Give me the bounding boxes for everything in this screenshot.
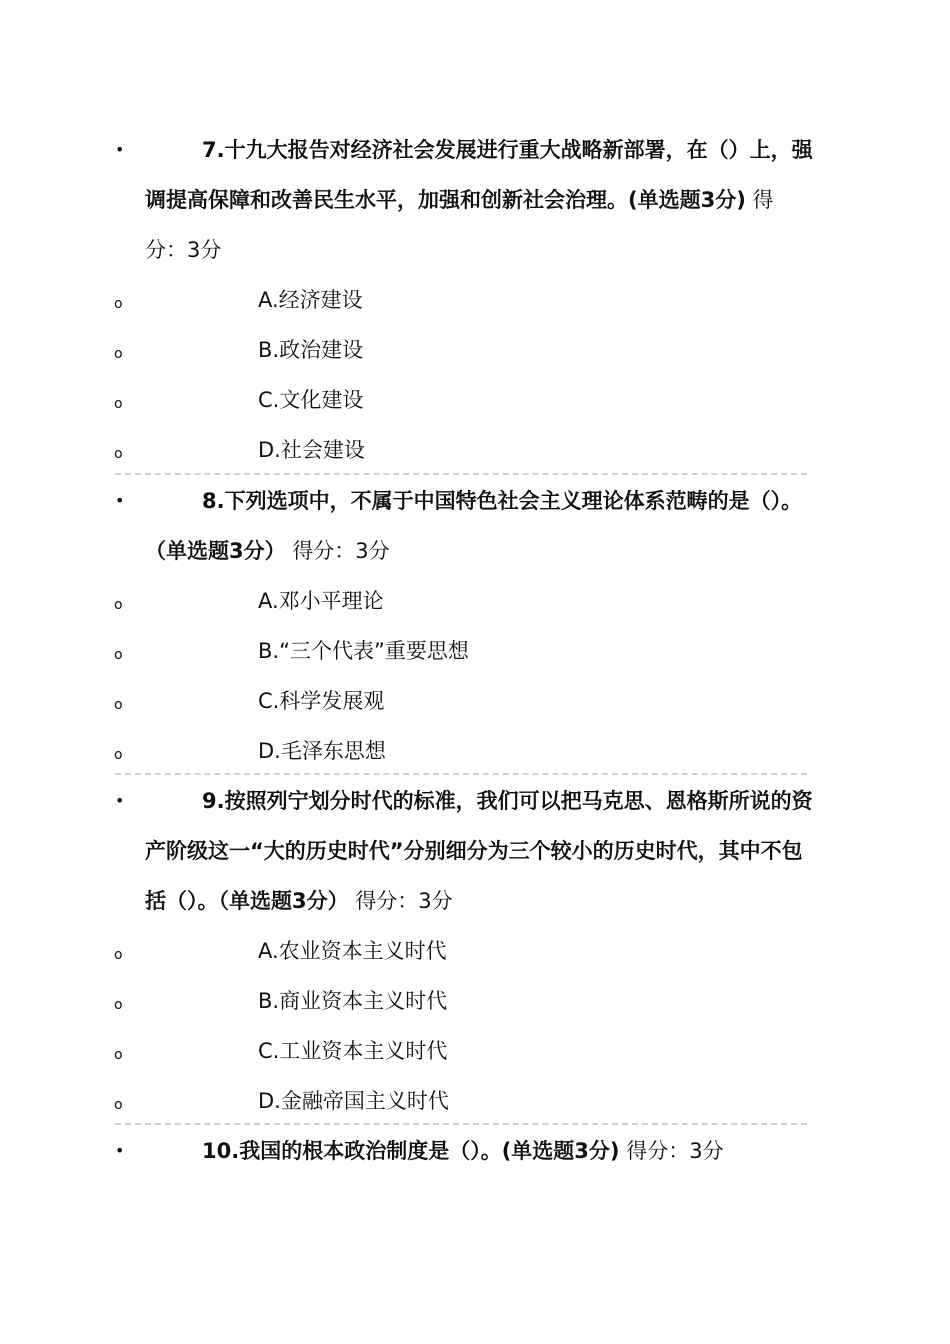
option-d[interactable]: D.社会建设 — [258, 438, 365, 462]
option-marker: o — [114, 1097, 123, 1113]
bullet: • — [115, 140, 125, 159]
question-text: 7.十九大报告对经济社会发展进行重大战略新部署，在（）上，强调提高保障和改善民生水平，加强和创新社会治理。(单选题3分) — [145, 138, 813, 212]
question-score: 得分：3分 — [292, 539, 390, 563]
question-10 — [0, 1126, 950, 1176]
question-8 — [0, 476, 950, 776]
bullet: • — [115, 1141, 125, 1160]
question-stem — [145, 125, 815, 275]
question-score: 得分：3分 — [145, 188, 774, 262]
option-marker: o — [114, 396, 123, 412]
option-marker: o — [114, 647, 123, 663]
question-stem — [145, 476, 815, 576]
option-c[interactable]: C.文化建设 — [258, 388, 364, 412]
option-a[interactable]: A.邓小平理论 — [258, 589, 384, 613]
bullet: • — [115, 491, 125, 510]
question-text: 10.我国的根本政治制度是（）。(单选题3分) — [202, 1139, 620, 1163]
question-stem — [145, 776, 815, 926]
option-b[interactable]: B.“三个代表”重要思想 — [258, 639, 469, 663]
option-a[interactable]: A.经济建设 — [258, 288, 363, 312]
option-b[interactable]: B.政治建设 — [258, 338, 364, 362]
option-b[interactable]: B.商业资本主义时代 — [258, 989, 448, 1013]
option-marker: o — [114, 597, 123, 613]
option-d[interactable]: D.金融帝国主义时代 — [258, 1089, 449, 1113]
question-divider — [115, 473, 807, 475]
option-marker: o — [114, 747, 123, 763]
question-9 — [0, 776, 950, 1126]
question-score: 得分：3分 — [355, 889, 453, 913]
option-d[interactable]: D.毛泽东思想 — [258, 739, 386, 763]
option-a[interactable]: A.农业资本主义时代 — [258, 939, 447, 963]
question-text: 9.按照列宁划分时代的标准，我们可以把马克思、恩格斯所说的资产阶级这一“大的历史时代”分别细分为三个较小的历史时代，其中不包括（）。（单选题3分） — [145, 789, 813, 913]
option-marker: o — [114, 1047, 123, 1063]
question-7 — [0, 125, 950, 475]
option-c[interactable]: C.科学发展观 — [258, 689, 385, 713]
option-marker: o — [114, 947, 123, 963]
question-score: 得分：3分 — [626, 1139, 724, 1163]
option-marker: o — [114, 346, 123, 362]
question-divider — [115, 1123, 807, 1125]
question-stem — [145, 1126, 815, 1176]
option-c[interactable]: C.工业资本主义时代 — [258, 1039, 448, 1063]
question-text: 8.下列选项中，不属于中国特色社会主义理论体系范畴的是（）。（单选题3分） — [145, 489, 803, 563]
bullet: • — [115, 791, 125, 810]
option-marker: o — [114, 697, 123, 713]
option-marker: o — [114, 997, 123, 1013]
question-divider — [115, 773, 807, 775]
option-marker: o — [114, 446, 123, 462]
option-marker: o — [114, 296, 123, 312]
